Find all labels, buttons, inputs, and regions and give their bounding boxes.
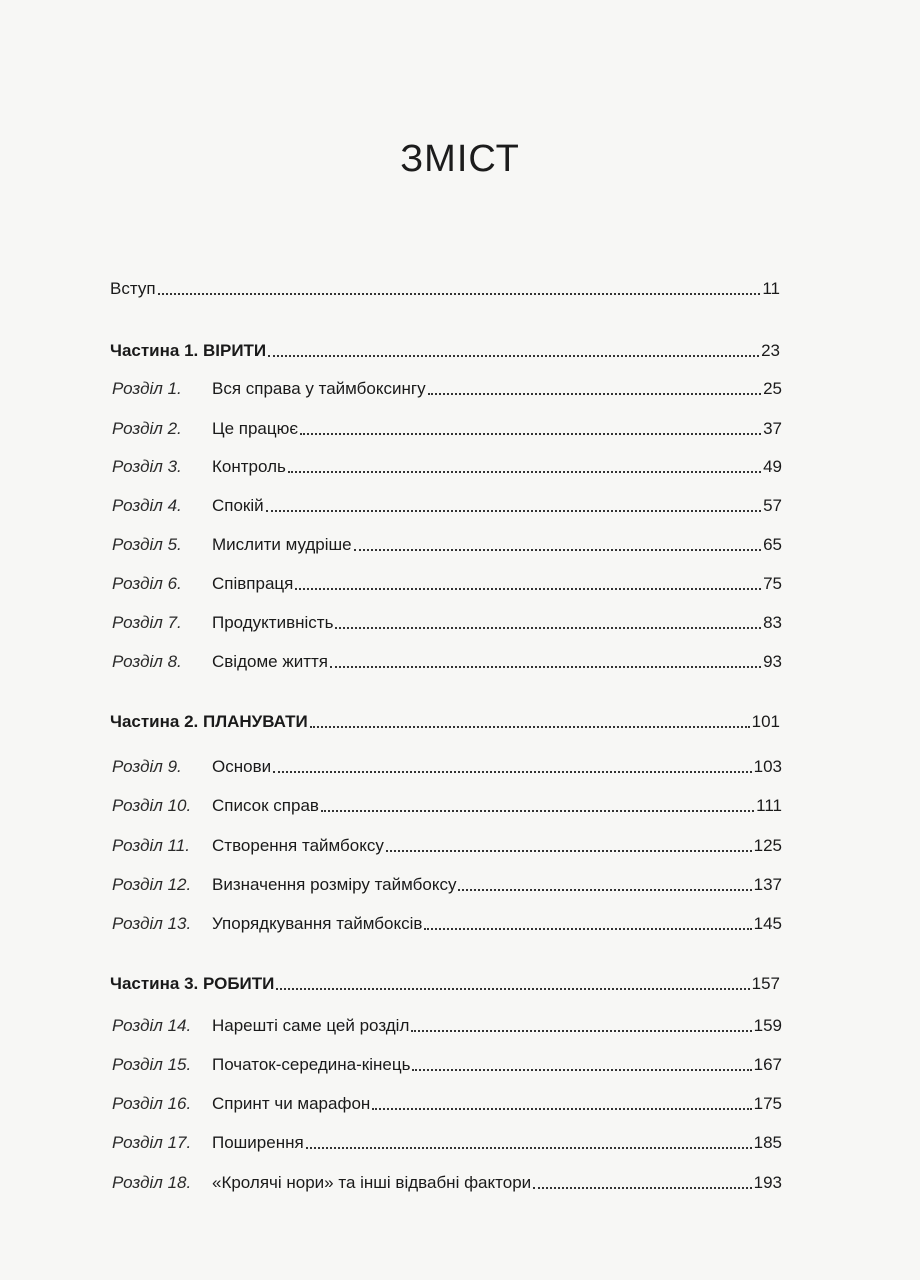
toc-part-row <box>110 334 780 362</box>
dot-leader <box>321 810 754 812</box>
dot-leader <box>412 1069 751 1071</box>
entry-title: Створення таймбоксу <box>212 836 384 855</box>
toc-chapter-row <box>112 645 782 673</box>
toc-intro-row <box>110 272 780 300</box>
toc-chapter-row <box>112 1087 782 1115</box>
toc-chapter-row <box>112 1009 782 1037</box>
toc-chapter-row <box>112 789 782 817</box>
dot-leader <box>288 471 761 473</box>
page-number: 103 <box>753 757 782 776</box>
entry-title: Мислити мудріше <box>212 535 352 554</box>
chapter-label: Розділ 4. <box>112 496 182 515</box>
chapter-label: Розділ 7. <box>112 613 182 632</box>
entry-title: Вся справа у таймбоксингу <box>212 379 426 398</box>
page-number: 125 <box>753 836 782 855</box>
dot-leader <box>158 293 761 295</box>
dot-leader <box>310 726 750 728</box>
entry-title: Свідоме життя <box>212 652 328 671</box>
entry-title: Список справ <box>212 796 319 815</box>
page-title: ЗМІСТ <box>400 138 520 180</box>
page-number: 193 <box>753 1173 782 1192</box>
entry-title: Співпраця <box>212 574 294 593</box>
page-number: 157 <box>751 974 780 993</box>
entry-title: «Кролячі нори» та інші відвабні фактори <box>212 1173 532 1192</box>
toc-chapter-row <box>112 450 782 478</box>
chapter-label: Розділ 18. <box>112 1173 192 1192</box>
entry-title: Поширення <box>212 1133 304 1152</box>
dot-leader <box>295 588 761 590</box>
page-number: 137 <box>753 875 782 894</box>
page-number: 11 <box>762 279 780 298</box>
chapter-label: Розділ 2. <box>112 419 182 438</box>
dot-leader <box>458 889 751 891</box>
page-number: 159 <box>753 1016 782 1035</box>
entry-title: Спринт чи марафон <box>212 1094 371 1113</box>
page-number: 75 <box>763 574 782 593</box>
page-number: 111 <box>756 796 782 815</box>
page-number: 83 <box>763 613 782 632</box>
entry-title: Визначення розміру таймбоксу <box>212 875 457 894</box>
toc-chapter-row <box>112 868 782 896</box>
page-number: 23 <box>761 341 780 360</box>
chapter-label: Розділ 10. <box>112 796 192 815</box>
entry-title: Основи <box>212 757 272 776</box>
page-number: 175 <box>753 1094 782 1113</box>
dot-leader <box>533 1187 751 1189</box>
entry-title: Контроль <box>212 457 286 476</box>
dot-leader <box>273 771 752 773</box>
dot-leader <box>428 393 762 395</box>
entry-title: Продуктивність <box>212 613 334 632</box>
chapter-label: Розділ 16. <box>112 1094 192 1113</box>
toc-part-row <box>110 705 780 733</box>
entry-title: Початок-середина-кінець <box>212 1055 411 1074</box>
dot-leader <box>335 627 761 629</box>
dot-leader <box>266 510 761 512</box>
dot-leader <box>306 1147 752 1149</box>
dot-leader <box>372 1108 751 1110</box>
page-number: 25 <box>763 379 782 398</box>
toc-chapter-row <box>112 528 782 556</box>
toc-chapter-row <box>112 829 782 857</box>
entry-title: Нарешті саме цей розділ <box>212 1016 410 1035</box>
dot-leader <box>276 988 749 990</box>
dot-leader <box>300 433 761 435</box>
page-number: 101 <box>751 712 780 731</box>
toc-chapter-row <box>112 907 782 935</box>
entry-title: Частина 1. ВІРИТИ <box>110 341 267 360</box>
entry-title: Вступ <box>110 279 156 298</box>
chapter-label: Розділ 3. <box>112 457 182 476</box>
chapter-label: Розділ 1. <box>112 379 182 398</box>
entry-title: Це працює <box>212 419 299 438</box>
toc-chapter-row <box>112 489 782 517</box>
chapter-label: Розділ 13. <box>112 914 192 933</box>
dot-leader <box>424 928 751 930</box>
chapter-label: Розділ 5. <box>112 535 182 554</box>
entry-title: Частина 2. ПЛАНУВАТИ <box>110 712 308 731</box>
entry-title: Спокій <box>212 496 264 515</box>
toc-chapter-row <box>112 750 782 778</box>
toc-chapter-row <box>112 1126 782 1154</box>
toc-chapter-row <box>112 412 782 440</box>
page-number: 49 <box>763 457 782 476</box>
toc-chapter-row <box>112 1166 782 1194</box>
page-number: 37 <box>763 419 782 438</box>
dot-leader <box>330 666 761 668</box>
chapter-label: Розділ 6. <box>112 574 182 593</box>
entry-title: Частина 3. РОБИТИ <box>110 974 275 993</box>
dot-leader <box>386 850 752 852</box>
page-number: 145 <box>753 914 782 933</box>
chapter-label: Розділ 15. <box>112 1055 192 1074</box>
chapter-label: Розділ 8. <box>112 652 182 671</box>
chapter-label: Розділ 17. <box>112 1133 192 1152</box>
page-number: 65 <box>763 535 782 554</box>
toc-chapter-row <box>112 1048 782 1076</box>
chapter-label: Розділ 12. <box>112 875 192 894</box>
page-number: 93 <box>763 652 782 671</box>
chapter-label: Розділ 11. <box>112 836 190 855</box>
toc-chapter-row <box>112 372 782 400</box>
toc-chapter-row <box>112 567 782 595</box>
chapter-label: Розділ 14. <box>112 1016 192 1035</box>
dot-leader <box>411 1030 751 1032</box>
toc-part-row <box>110 967 780 995</box>
chapter-label: Розділ 9. <box>112 757 182 776</box>
page-number: 167 <box>753 1055 782 1074</box>
dot-leader <box>268 355 759 357</box>
dot-leader <box>354 549 761 551</box>
page-number: 57 <box>763 496 782 515</box>
entry-title: Упорядкування таймбоксів <box>212 914 423 933</box>
toc-chapter-row <box>112 606 782 634</box>
page-number: 185 <box>753 1133 782 1152</box>
